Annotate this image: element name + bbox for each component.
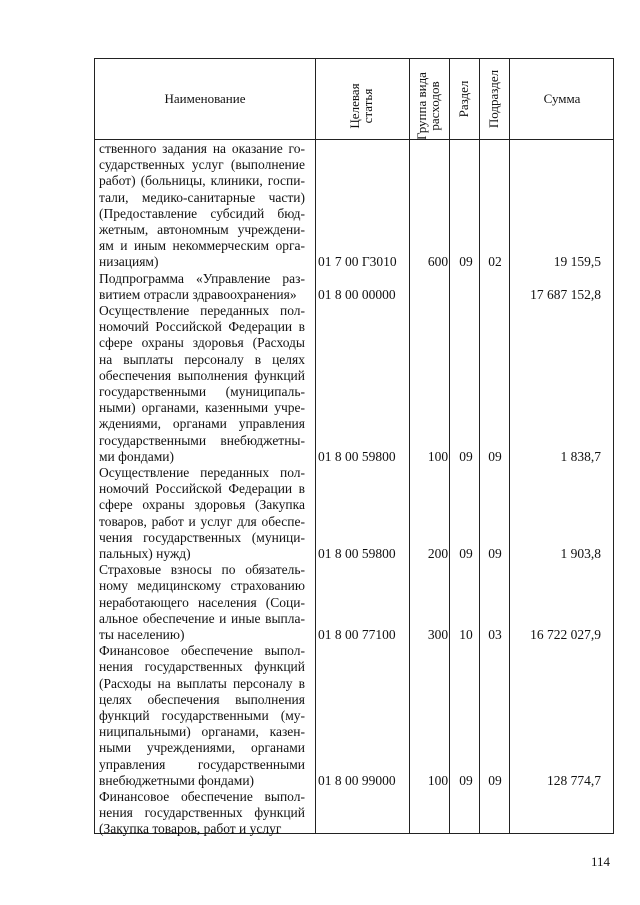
row-name	[99, 789, 305, 838]
row-section: 09	[459, 448, 473, 464]
row-name-line: товаров, работ и услуг для обеспе-	[99, 513, 305, 529]
row-subsection: 09	[488, 545, 502, 561]
table-row	[95, 141, 615, 271]
header-subsection: Подраздел	[486, 69, 501, 129]
row-name-line: функций государственными (му-	[99, 708, 305, 723]
header-name: Наименование	[164, 91, 246, 106]
table-row	[95, 303, 615, 465]
row-name-line: сфере охраны здоровья (Расходы	[99, 335, 305, 351]
row-subsection: 03	[488, 626, 502, 642]
row-name-line: государственными внебюджетны-	[99, 432, 305, 448]
row-name	[99, 303, 305, 465]
row-sum: 19 159,5	[553, 254, 601, 270]
row-name-line: витием отрасли здравоохранения»	[99, 286, 297, 302]
row-name	[99, 643, 305, 789]
row-target-article: 01 8 00 59800	[318, 448, 396, 464]
header-section: Раздел	[456, 80, 471, 118]
row-name-line: (Расходы на выплаты персоналу в	[99, 675, 305, 691]
row-name-line: номочий Российской Федерации в	[99, 481, 305, 497]
row-name-line: управления государственными	[99, 756, 305, 772]
budget-table	[94, 58, 614, 837]
row-name-line: ному медицинскому страхованию	[99, 578, 305, 594]
row-name-line: номочий Российской Федерации в	[99, 319, 305, 335]
row-expense-group: 200	[427, 545, 449, 561]
row-name-line: Осуществление переданных пол-	[99, 465, 305, 480]
row-name-line: низациям)	[99, 254, 159, 270]
row-section: 09	[459, 254, 473, 270]
row-name-line: пальных) нужд)	[99, 546, 191, 562]
row-name-line: Осуществление переданных пол-	[99, 303, 305, 318]
row-name-line: чения государственных (муници-	[99, 529, 305, 545]
row-name-line: сударственных услуг (выполнение	[99, 157, 305, 173]
page-number: 114	[590, 854, 610, 869]
row-name-line: неработающего населения (Соци-	[99, 594, 305, 610]
header-sum: Сумма	[543, 91, 581, 106]
row-section: 09	[459, 545, 473, 561]
row-name-line: сфере охраны здоровья (Закупка	[99, 497, 305, 513]
row-name-line: (Предоставление субсидий бюд-	[99, 205, 305, 221]
row-name-line: на выплаты персоналу в целях	[99, 351, 305, 367]
table-row	[95, 562, 615, 643]
row-subsection: 09	[488, 772, 502, 788]
row-name-line: Страховые взносы по обязатель-	[99, 562, 305, 578]
row-name-line: внебюджетными фондами)	[99, 772, 255, 788]
row-name-line: Финансовое обеспечение выпол-	[99, 789, 305, 804]
row-name-line: ниципальными) органами, казен-	[99, 724, 305, 740]
row-name-line: государственными (муниципаль-	[99, 384, 305, 400]
row-name-line: обеспечения выполнения функций	[99, 367, 305, 383]
row-sum: 1 838,7	[560, 448, 601, 464]
row-name	[99, 271, 305, 303]
row-target-article: 01 8 00 99000	[318, 772, 396, 788]
row-name-line: нения государственных функций	[99, 805, 305, 821]
row-section: 10	[459, 626, 473, 642]
row-name-line: тали, медико-санитарные части)	[99, 189, 305, 205]
row-name-line: ными учреждениями, органами	[99, 740, 305, 756]
row-name	[99, 562, 305, 643]
table-row	[95, 643, 615, 789]
table-row	[95, 789, 615, 838]
row-name-line: целях обеспечения выполнения	[99, 691, 305, 707]
row-name-line: ям и иным некоммерческим орга-	[99, 238, 305, 254]
row-target-article: 01 8 00 59800	[318, 545, 396, 561]
row-target-article: 01 7 00 Г3010	[318, 254, 397, 270]
row-name-line: Подпрограмма «Управление раз-	[99, 270, 305, 286]
row-expense-group: 100	[427, 772, 449, 788]
row-name-line: ждениями, органами управления	[99, 416, 305, 432]
row-name	[99, 465, 305, 562]
table-row	[95, 465, 615, 562]
row-subsection: 02	[488, 254, 502, 270]
row-name-line: ственного задания на оказание го-	[99, 141, 305, 156]
row-name-line: Финансовое обеспечение выпол-	[99, 643, 305, 659]
row-name-line: нения государственных функций	[99, 659, 305, 675]
row-expense-group: 300	[427, 626, 449, 642]
header-expense-group: Группа вида расходов	[414, 72, 442, 140]
row-section: 09	[459, 772, 473, 788]
row-target-article: 01 8 00 77100	[318, 626, 396, 642]
row-target-article: 01 8 00 00000	[318, 286, 396, 302]
row-expense-group: 100	[427, 448, 449, 464]
row-sum: 128 774,7	[547, 772, 601, 788]
row-sum: 17 687 152,8	[530, 286, 601, 302]
row-sum: 16 722 027,9	[530, 626, 601, 642]
row-name-line: (Закупка товаров, работ и услуг	[99, 821, 282, 837]
row-name	[99, 141, 305, 271]
row-name-line: жетным, автономным учреждени-	[99, 222, 305, 238]
row-subsection: 09	[488, 448, 502, 464]
row-sum: 1 903,8	[560, 545, 601, 561]
row-name-line: ты населению)	[99, 627, 185, 642]
row-name-line: ными) органами, казенными учре-	[99, 400, 305, 416]
row-expense-group: 600	[427, 254, 449, 270]
header-target-article: Целевая статья	[347, 83, 375, 129]
row-name-line: работ) (больницы, клиники, госпи-	[99, 173, 305, 189]
row-name-line: альное обеспечение и иные выпла-	[99, 610, 305, 626]
row-name-line: ми фондами)	[99, 448, 174, 464]
table-row	[95, 271, 615, 303]
